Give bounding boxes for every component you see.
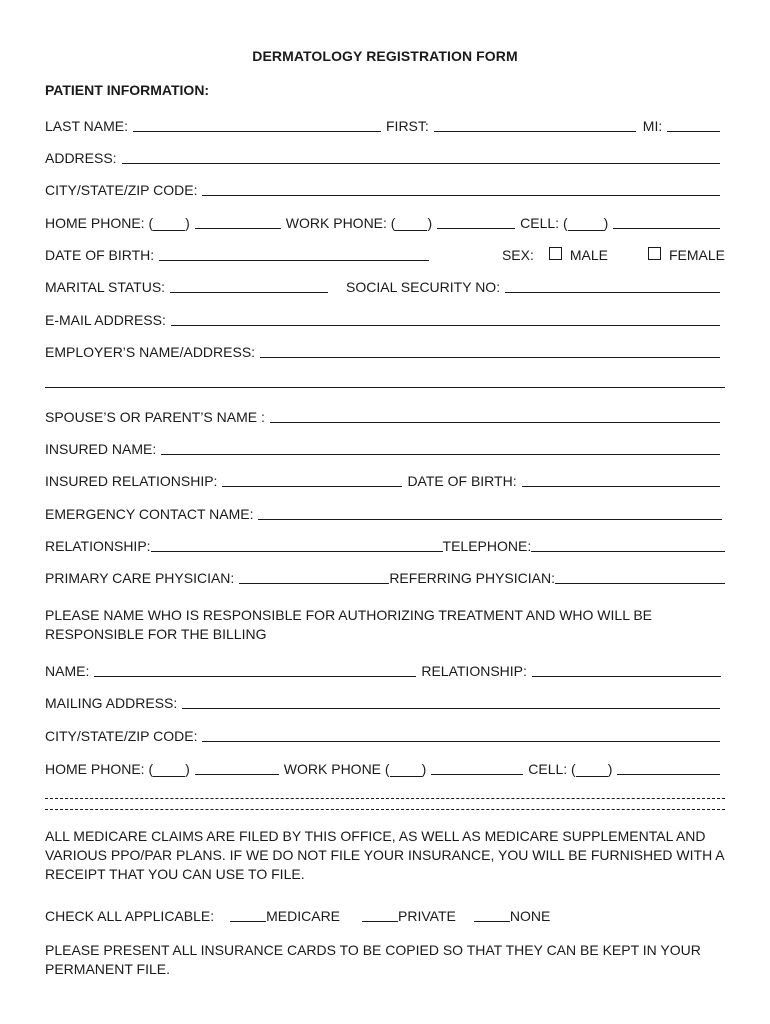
middle-initial-field[interactable] <box>667 117 720 132</box>
work-phone-field[interactable] <box>437 214 515 229</box>
ssn-label: SOCIAL SECURITY NO: <box>346 279 501 295</box>
city-state-zip-label: CITY/STATE/ZIP CODE: <box>45 182 198 198</box>
female-label: FEMALE <box>668 247 725 263</box>
middle-initial-label: MI: <box>642 118 663 134</box>
employer-address-field-line-2[interactable] <box>45 387 725 388</box>
responsible-relationship-label: RELATIONSHIP: <box>421 663 527 679</box>
emergency-telephone-field[interactable] <box>531 537 725 552</box>
insured-name-label: INSURED NAME: <box>45 441 157 457</box>
referring-physician-label: REFERRING PHYSICIAN: <box>389 570 556 586</box>
employer-label: EMPLOYER’S NAME/ADDRESS: <box>45 344 256 360</box>
cell-area-code-field[interactable] <box>568 217 604 231</box>
mailing-address-field[interactable] <box>182 694 720 709</box>
email-row <box>45 306 725 328</box>
insured-relationship-label: INSURED RELATIONSHIP: <box>45 473 218 489</box>
none-label: NONE <box>509 908 551 924</box>
insured-relationship-field[interactable] <box>222 472 402 487</box>
spouse-parent-field[interactable] <box>270 408 720 423</box>
responsible-city-state-zip-field[interactable] <box>202 727 720 742</box>
work-phone-area-code-field[interactable] <box>395 217 427 231</box>
name-row <box>45 112 725 134</box>
form-title: DERMATOLOGY REGISTRATION FORM <box>252 48 518 64</box>
insured-dob-label: DATE OF BIRTH: <box>407 473 517 489</box>
insured-name-field[interactable] <box>161 440 720 455</box>
address-label: ADDRESS: <box>45 150 117 166</box>
last-name-field[interactable] <box>133 117 381 132</box>
responsible-home-phone-label: HOME PHONE: ( ) <box>45 761 190 777</box>
none-check-field[interactable] <box>474 907 510 922</box>
emergency-contact-field[interactable] <box>258 505 722 520</box>
private-label: PRIVATE <box>398 908 456 924</box>
responsible-phone-row <box>45 755 725 777</box>
employer-row <box>45 338 725 360</box>
dob-sex-row <box>45 241 725 263</box>
responsible-name-label: NAME: <box>45 663 90 679</box>
first-name-field[interactable] <box>434 117 636 132</box>
dashed-separator-top <box>45 798 725 799</box>
address-field[interactable] <box>122 149 720 164</box>
responsible-relationship-field[interactable] <box>532 662 721 677</box>
responsible-name-field[interactable] <box>94 662 416 677</box>
male-label: MALE <box>569 247 608 263</box>
mailing-address-label: MAILING ADDRESS: <box>45 695 178 711</box>
responsible-home-area-code-field[interactable] <box>153 763 185 777</box>
responsible-home-phone-field[interactable] <box>195 760 279 775</box>
responsible-work-phone-field[interactable] <box>431 760 523 775</box>
cell-field[interactable] <box>613 214 720 229</box>
responsible-cell-label: CELL: ( ) <box>528 761 613 777</box>
emergency-relationship-field[interactable] <box>151 537 443 552</box>
last-name-label: LAST NAME: <box>45 118 128 134</box>
email-label: E-MAIL ADDRESS: <box>45 312 166 328</box>
sex-label: SEX: <box>501 247 534 263</box>
responsible-work-area-code-field[interactable] <box>390 763 422 777</box>
responsible-work-phone-label: WORK PHONE ( ) <box>283 761 427 777</box>
emergency-telephone-label: TELEPHONE: <box>442 538 532 554</box>
employer-field[interactable] <box>260 343 720 358</box>
physician-row <box>45 564 725 586</box>
responsible-cell-field[interactable] <box>617 760 720 775</box>
work-phone-label: WORK PHONE: ( ) <box>285 215 433 231</box>
emergency-relationship-row <box>45 532 725 554</box>
female-checkbox[interactable] <box>648 247 661 260</box>
medicare-notice: ALL MEDICARE CLAIMS ARE FILED BY THIS OFFICE, AS WELL AS MEDICARE SUPPLEMENTAL AND VARIOUS PPO/PAR PLANS. IF WE DO NOT FILE YOUR INSURANCE, YOU WILL BE FURNISHED WITH A RECEIPT THAT YOU CAN USE TO FILE. <box>45 828 724 882</box>
insurance-cards-notice: PLEASE PRESENT ALL INSURANCE CARDS TO BE COPIED SO THAT THEY CAN BE KEPT IN YOUR PERMANENT FILE. <box>45 942 701 977</box>
responsible-cell-area-code-field[interactable] <box>576 763 608 777</box>
medicare-check-field[interactable] <box>230 907 266 922</box>
male-checkbox[interactable] <box>549 247 562 260</box>
emergency-contact-row <box>45 500 725 522</box>
marital-status-label: MARITAL STATUS: <box>45 279 166 295</box>
date-of-birth-label: DATE OF BIRTH: <box>45 247 155 263</box>
primary-care-physician-field[interactable] <box>239 569 389 584</box>
home-phone-field[interactable] <box>195 214 281 229</box>
spouse-parent-label: SPOUSE’S OR PARENT’S NAME : <box>45 409 265 425</box>
emergency-contact-label: EMERGENCY CONTACT NAME: <box>45 506 254 522</box>
insured-relationship-row <box>45 467 725 489</box>
referring-physician-field[interactable] <box>555 569 725 584</box>
private-check-field[interactable] <box>362 907 398 922</box>
cell-label: CELL: ( ) <box>520 215 609 231</box>
marital-ssn-row <box>45 273 725 295</box>
emergency-relationship-label: RELATIONSHIP: <box>45 538 151 554</box>
check-all-label: CHECK ALL APPLICABLE: <box>45 908 215 924</box>
spouse-parent-row <box>45 403 725 425</box>
responsible-city-state-zip-label: CITY/STATE/ZIP CODE: <box>45 728 198 744</box>
email-field[interactable] <box>171 311 720 326</box>
home-phone-area-code-field[interactable] <box>153 217 185 231</box>
phone-row <box>45 209 725 231</box>
dashed-separator-bottom <box>45 809 725 810</box>
medicare-label: MEDICARE <box>266 908 341 924</box>
marital-status-field[interactable] <box>170 278 328 293</box>
address-row <box>45 144 725 166</box>
ssn-field[interactable] <box>505 278 720 293</box>
first-name-label: FIRST: <box>386 118 429 134</box>
city-state-zip-field[interactable] <box>202 181 720 196</box>
mailing-address-row <box>45 689 725 711</box>
responsible-party-instructions: PLEASE NAME WHO IS RESPONSIBLE FOR AUTHORIZING TREATMENT AND WHO WILL BE RESPONSIBLE FOR THE BILLING <box>45 607 653 642</box>
patient-information-heading: PATIENT INFORMATION: <box>45 82 210 98</box>
insured-dob-field[interactable] <box>522 472 720 487</box>
primary-care-physician-label: PRIMARY CARE PHYSICIAN: <box>45 570 235 586</box>
responsible-city-state-zip-row <box>45 722 725 744</box>
date-of-birth-field[interactable] <box>159 246 429 261</box>
insurance-type-row <box>45 902 725 924</box>
city-state-zip-row <box>45 176 725 198</box>
insured-name-row <box>45 435 725 457</box>
responsible-name-row <box>45 657 725 679</box>
home-phone-label: HOME PHONE: ( ) <box>45 215 190 231</box>
